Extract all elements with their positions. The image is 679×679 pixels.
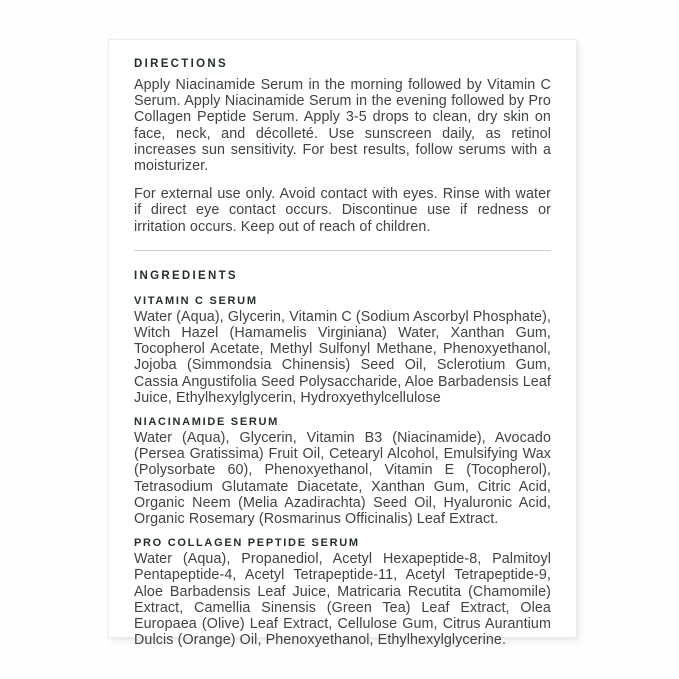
ingredient-section-title-pro-collagen: PRO COLLAGEN PEPTIDE SERUM bbox=[134, 537, 360, 550]
directions-heading: DIRECTIONS bbox=[134, 58, 228, 70]
ingredient-section-pro-collagen bbox=[134, 537, 551, 648]
section-divider bbox=[134, 250, 551, 251]
ingredient-section-vitamin-c bbox=[134, 295, 551, 406]
ingredient-list-niacinamide: Water (Aqua), Glycerin, Vitamin B3 (Niacinamide), Avocado (Persea Gratissima) Fruit Oil, Cetearyl Alcohol, Emulsifying Wax (Polysorbate 60), Phenoxyethanol, Vitamin E (Tocopherol), Tetrasodium Glutamate Diacetate, Xanthan Gum, Citric Acid, Organic Neem (Melia Azadirachta) Seed Oil, Hyaluronic Acid, Organic Rosemary (Rosmarinus Officinalis) Leaf Extract. bbox=[134, 430, 551, 528]
ingredient-list-vitamin-c: Water (Aqua), Glycerin, Vitamin C (Sodium Ascorbyl Phosphate), Witch Hazel (Hamamelis Virginiana) Water, Xanthan Gum, Tocopherol Acetate, Methyl Sulfonyl Methane, Phenoxyethanol, Jojoba (Simmondsia Chinensis) Seed Oil, Sclerotium Gum, Cassia Angustifolia Seed Polysaccharide, Aloe Barbadensis Leaf Juice, Ethylhexylglycerin, Hydroxyethylcellulose bbox=[134, 308, 551, 406]
ingredients-heading: INGREDIENTS bbox=[134, 269, 238, 282]
ingredient-list-pro-collagen: Water (Aqua), Propanediol, Acetyl Hexapeptide-8, Palmitoyl Pentapeptide-4, Acetyl Tetrapeptide-11, Acetyl Tetrapeptide-9, Aloe Barbadensis Leaf Juice, Matricaria Recutita (Chamomile) Extract, Camellia Sinensis (Green Tea) Leaf Extract, Olea Europaea (Olive) Leaf Extract, Cellulose Gum, Citrus Aurantium Dulcis (Orange) Oil, Phenoxyethanol, Ethylhexylglycerine. bbox=[134, 551, 551, 649]
ingredient-section-title-vitamin-c: VITAMIN C SERUM bbox=[134, 294, 258, 307]
ingredient-section-title-niacinamide: NIACINAMIDE SERUM bbox=[134, 416, 280, 429]
ingredient-section-niacinamide bbox=[134, 416, 551, 527]
directions-usage-paragraph: Apply Niacinamide Serum in the morning followed by Vitamin C Serum. Apply Niacinamide Serum in the evening followed by Pro Collagen Peptide Serum. Apply 3-5 drops to clean, dry skin on face, neck, and décolleté. Use sunscreen daily, as retinol increases sun sensitivity. For best results, follow serums with a moisturizer. bbox=[134, 77, 551, 175]
product-info-label-card bbox=[108, 39, 577, 649]
directions-warnings-paragraph: For external use only. Avoid contact with eyes. Rinse with water if direct eye contact occurs. Discontinue use if redness or irritation occurs. Keep out of reach of children. bbox=[134, 186, 551, 235]
